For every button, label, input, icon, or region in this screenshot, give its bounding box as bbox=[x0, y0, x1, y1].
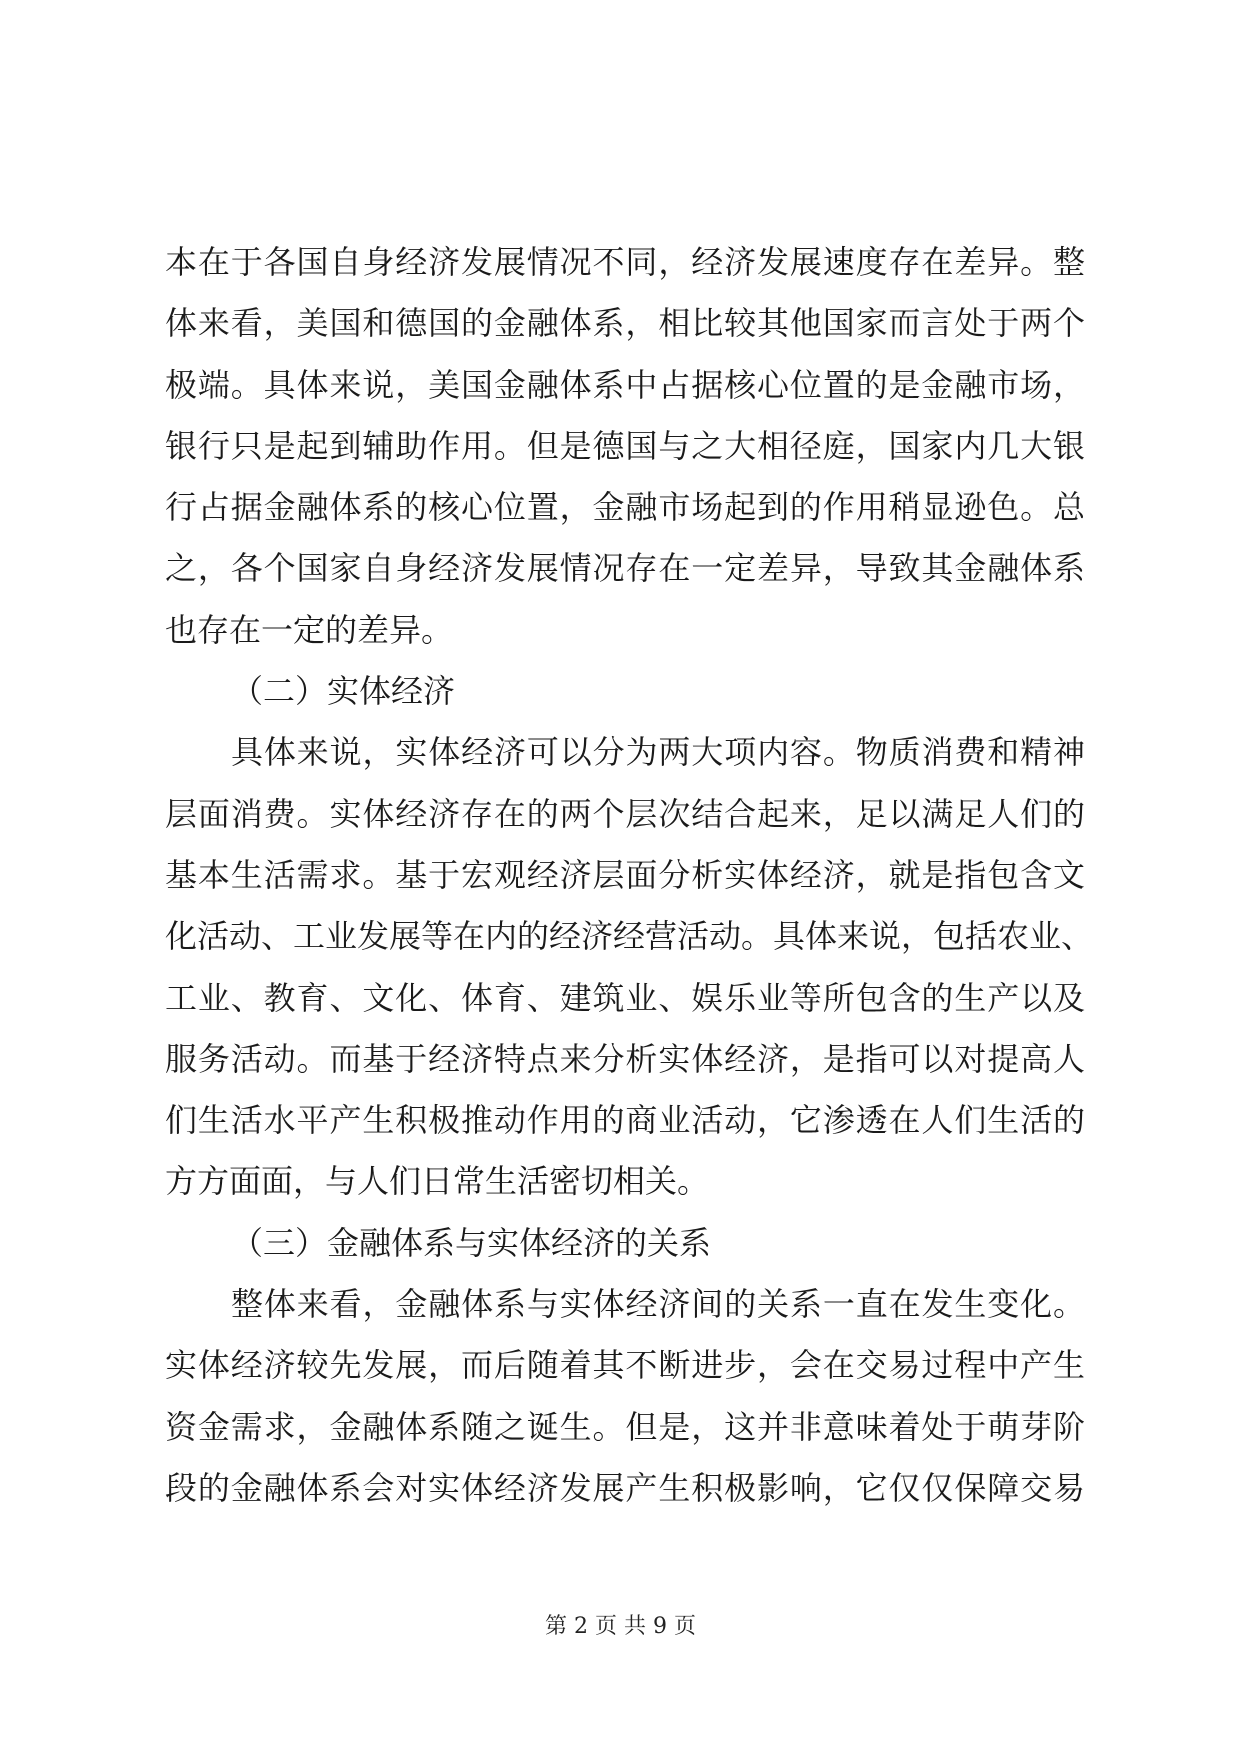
text-line: 也存在一定的差异。 bbox=[165, 610, 454, 649]
text-line: 段的金融体系会对实体经济发展产生积极影响，它仅仅保障交易 bbox=[165, 1468, 1085, 1507]
text-line: 银行只是起到辅助作用。但是德国与之大相径庭，国家内几大银 bbox=[165, 426, 1085, 465]
page-number-footer: 第 2 页 共 9 页 bbox=[545, 1614, 696, 1639]
text-line: 实体经济较先发展，而后随着其不断进步，会在交易过程中产生 bbox=[165, 1346, 1085, 1385]
text-line: 体来看，美国和德国的金融体系，相比较其他国家而言处于两个 bbox=[165, 304, 1085, 343]
text-line: 整体来看，金融体系与实体经济间的关系一直在发生变化。 bbox=[231, 1285, 1085, 1324]
text-line: 工业、教育、文化、体育、建筑业、娱乐业等所包含的生产以及 bbox=[165, 978, 1085, 1017]
text-line: 之，各个国家自身经济发展情况存在一定差异，导致其金融体系 bbox=[165, 549, 1085, 588]
section-heading: （三）金融体系与实体经济的关系 bbox=[231, 1223, 712, 1262]
section-heading: （二）实体经济 bbox=[231, 672, 456, 711]
text-line: 具体来说，实体经济可以分为两大项内容。物质消费和精神 bbox=[231, 733, 1085, 772]
text-line: 基本生活需求。基于宏观经济层面分析实体经济，就是指包含文 bbox=[165, 855, 1085, 894]
body-text bbox=[165, 232, 1094, 1519]
text-line: 服务活动。而基于经济特点来分析实体经济，是指可以对提高人 bbox=[165, 1039, 1085, 1078]
text-line: 化活动、工业发展等在内的经济经营活动。具体来说，包括农业、 bbox=[165, 917, 1094, 956]
text-line: 资金需求，金融体系随之诞生。但是，这并非意味着处于萌芽阶 bbox=[165, 1407, 1085, 1446]
text-line: 方方面面，与人们日常生活密切相关。 bbox=[165, 1162, 710, 1201]
text-line: 层面消费。实体经济存在的两个层次结合起来，足以满足人们的 bbox=[165, 794, 1085, 833]
text-line: 极端。具体来说，美国金融体系中占据核心位置的是金融市场， bbox=[165, 365, 1085, 404]
text-line: 行占据金融体系的核心位置，金融市场起到的作用稍显逊色。总 bbox=[165, 488, 1085, 527]
text-line: 本在于各国自身经济发展情况不同，经济发展速度存在差异。整 bbox=[165, 243, 1085, 281]
text-line: 们生活水平产生积极推动作用的商业活动，它渗透在人们生活的 bbox=[165, 1101, 1085, 1140]
